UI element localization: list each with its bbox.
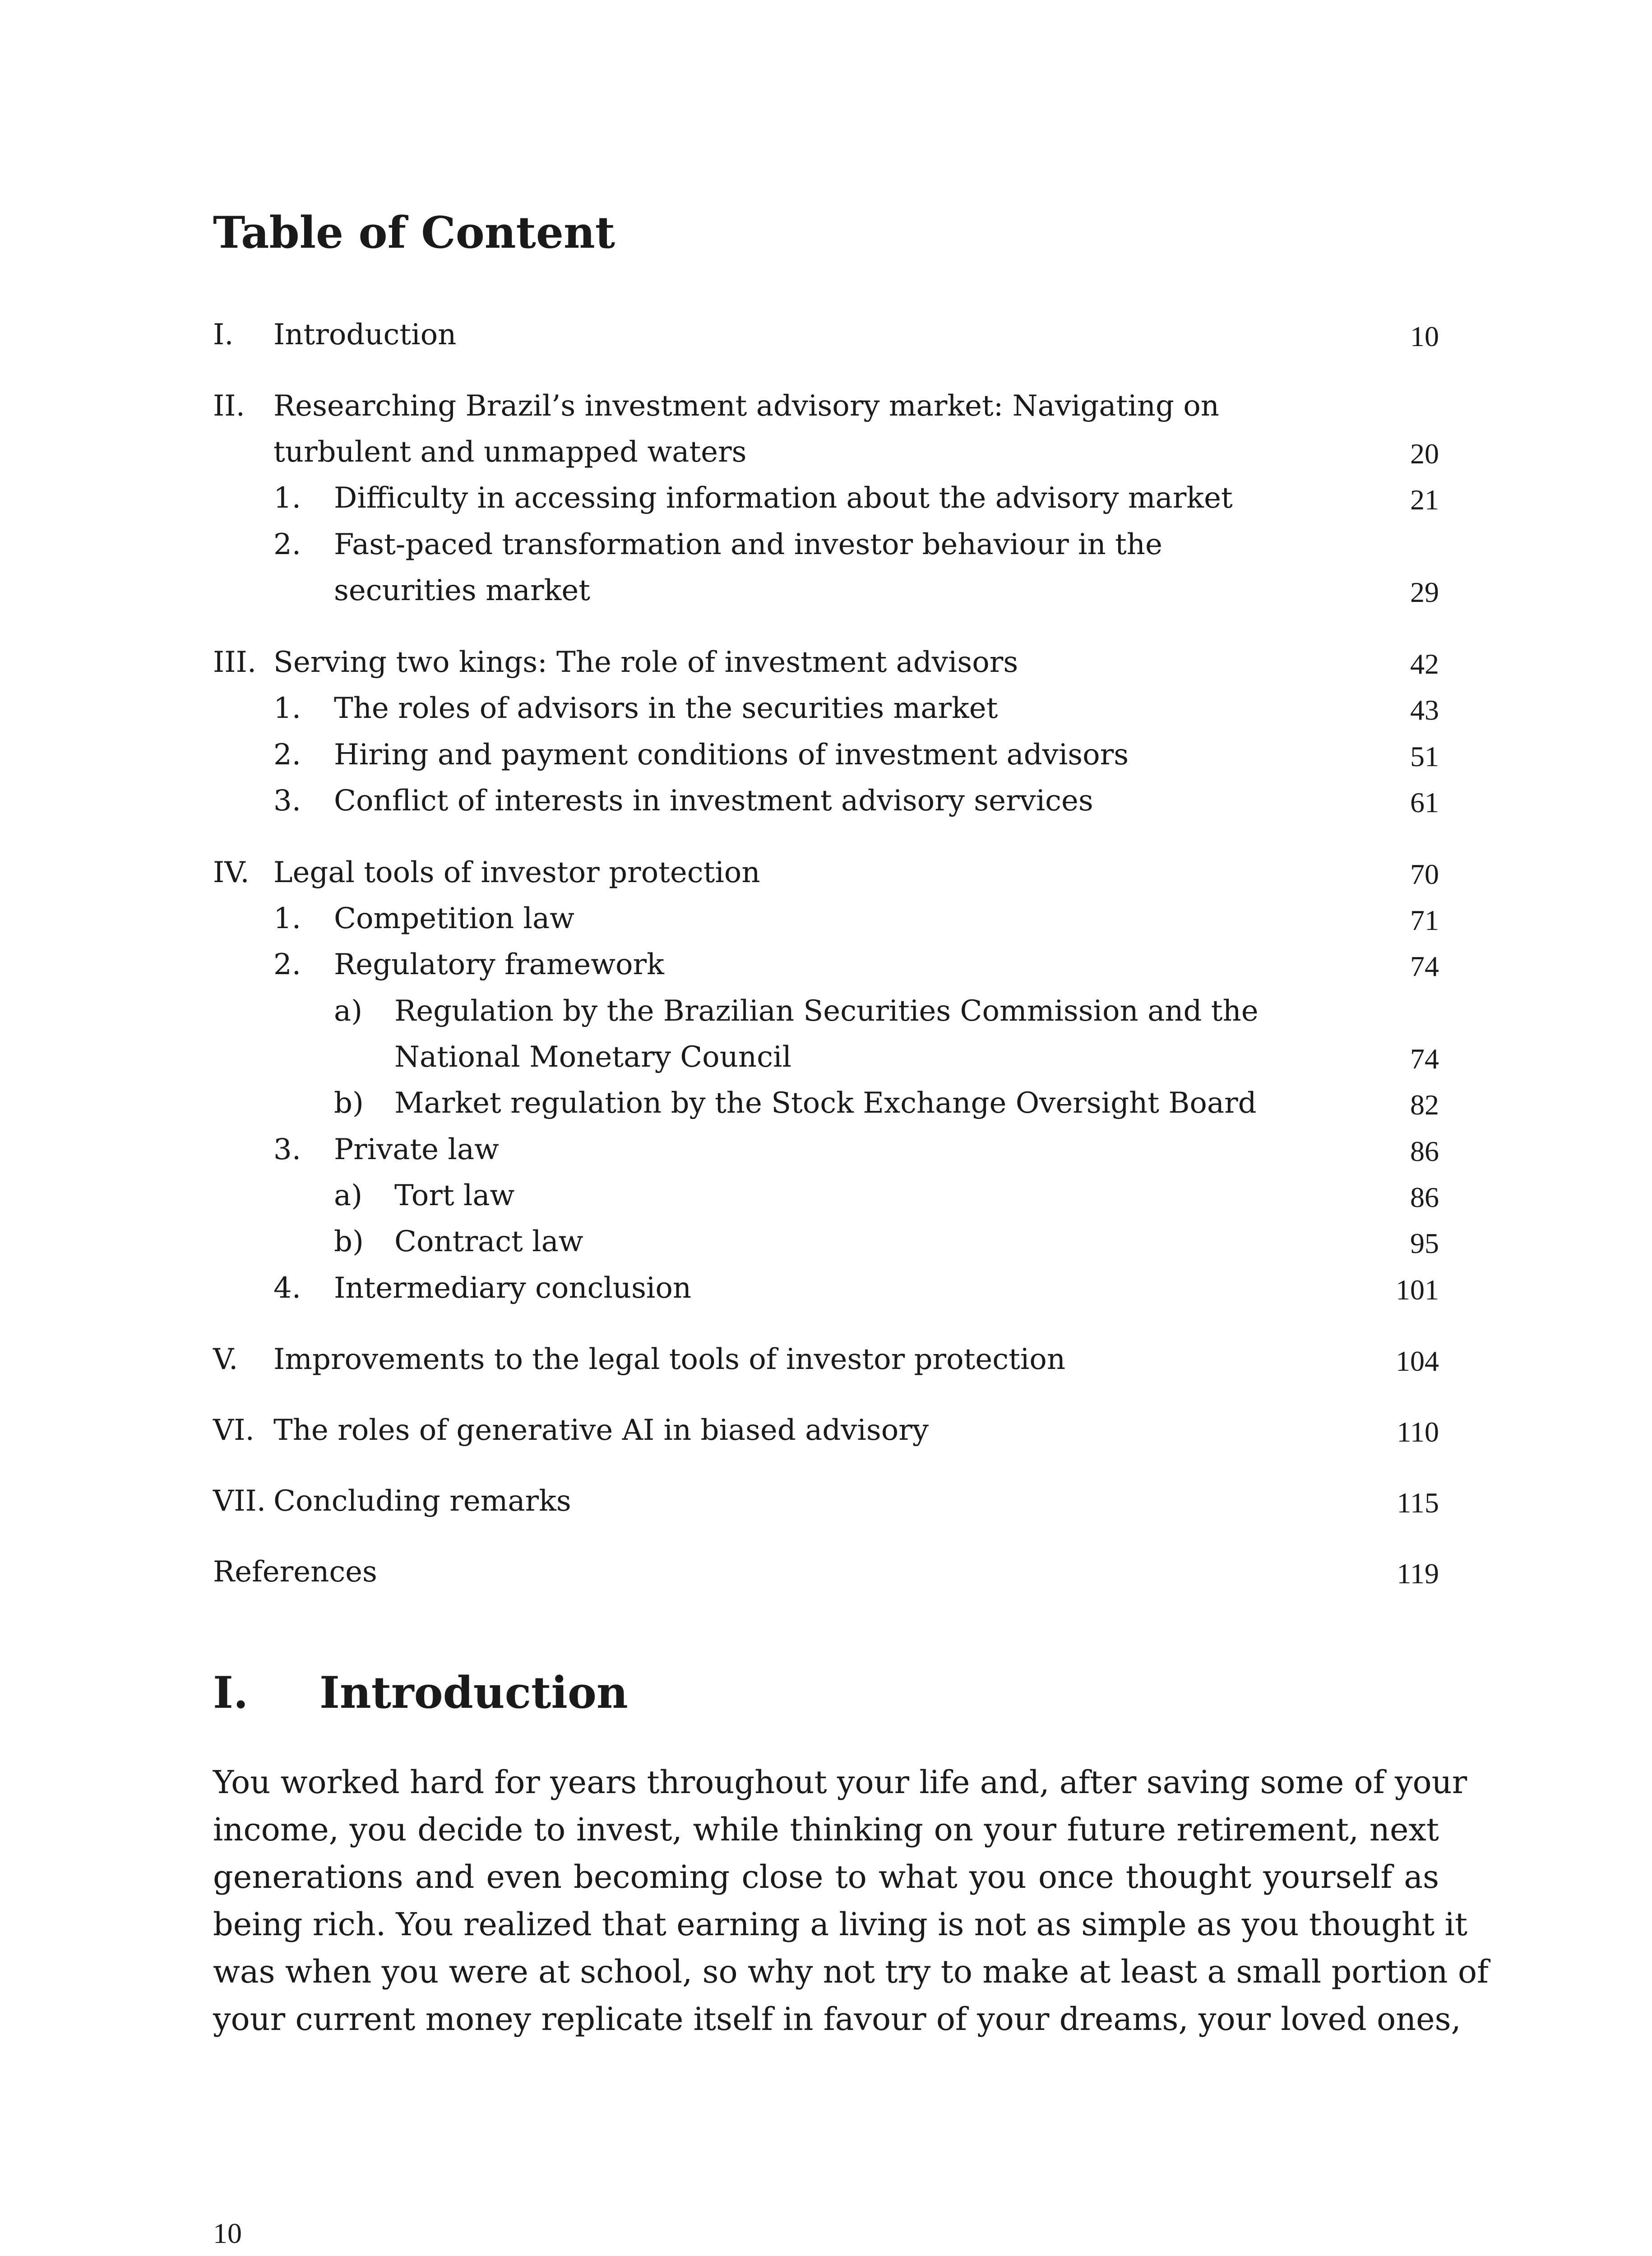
toc-entry-number: II.: [213, 389, 245, 423]
section-number: I.: [213, 1667, 249, 1718]
toc-entry-page: 43: [1410, 694, 1439, 726]
toc-entry-page: 70: [1410, 858, 1439, 890]
paragraph-line: being rich. You realized that earning a living is not as simple as you thought it: [213, 1906, 1467, 1943]
toc-entry-page: 86: [1410, 1135, 1439, 1167]
toc-entry-page: 42: [1410, 648, 1439, 680]
toc-entry-number: a): [334, 994, 363, 1028]
toc-entry-page: 20: [1410, 438, 1439, 470]
toc-entry-number: 3.: [273, 784, 301, 818]
toc-entry-page: 110: [1397, 1416, 1439, 1448]
toc-entry-text: The roles of advisors in the securities market: [334, 692, 998, 725]
toc-entry-number: b): [334, 1225, 364, 1258]
toc-entry-page: 74: [1410, 950, 1439, 982]
toc-entry-text: Serving two kings: The role of investment advisors: [273, 646, 1018, 679]
page-number: 10: [213, 2217, 242, 2249]
toc-entry-text: Market regulation by the Stock Exchange Oversight Board: [394, 1086, 1257, 1120]
toc-entry-text: Concluding remarks: [273, 1484, 571, 1518]
toc-entry-page: 101: [1396, 1274, 1439, 1306]
toc-entry-text: Competition law: [334, 902, 574, 935]
toc-title: Table of Content: [213, 207, 615, 258]
toc-entry-text: Difficulty in accessing information about the advisory market: [334, 481, 1233, 515]
toc-entry-page: 104: [1396, 1345, 1439, 1377]
toc-entry-number: 2.: [273, 738, 301, 772]
toc-entry-text: Regulatory framework: [334, 948, 664, 981]
toc-entry-text: Tort law: [394, 1179, 515, 1212]
toc-entry-number: b): [334, 1086, 364, 1120]
toc-entry-text: Improvements to the legal tools of investor protection: [273, 1343, 1066, 1376]
toc-entry-text: Private law: [334, 1133, 499, 1166]
toc-entry-number: 3.: [273, 1133, 301, 1166]
toc-entry-page: 82: [1410, 1089, 1439, 1121]
toc-entry-page: 95: [1410, 1227, 1439, 1259]
toc-entry-text: National Monetary Council: [394, 1040, 791, 1074]
toc-entry-number: VII.: [213, 1484, 266, 1518]
toc-entry-text: Introduction: [273, 318, 457, 351]
toc-entry-number: V.: [213, 1343, 238, 1376]
toc-entry-text: Regulation by the Brazilian Securities Commission and the: [394, 994, 1259, 1028]
toc-entry-text: securities market: [334, 574, 590, 607]
paragraph-line: was when you were at school, so why not try to make at least a small portion of: [213, 1953, 1489, 1990]
toc-entry-page: 51: [1410, 740, 1439, 772]
paragraph-line: income, you decide to invest, while thinking on your future retirement, next: [213, 1811, 1439, 1848]
toc-entry-page: 10: [1410, 320, 1439, 352]
toc-entry-number: 4.: [273, 1271, 301, 1305]
paragraph-line: generations and even becoming close to what you once thought yourself as: [213, 1858, 1439, 1895]
toc-entry-number: 1.: [273, 692, 301, 725]
toc-entry-text: Intermediary conclusion: [334, 1271, 692, 1305]
toc-entry-number: 2.: [273, 948, 301, 981]
toc-entry-number: 2.: [273, 528, 301, 561]
toc-entry-page: 86: [1410, 1181, 1439, 1213]
toc-entry-text: Conflict of interests in investment advisory services: [334, 784, 1093, 818]
toc-entry-page: 119: [1397, 1558, 1439, 1590]
toc-entry-page: 74: [1410, 1043, 1439, 1075]
paragraph-line: your current money replicate itself in favour of your dreams, your loved ones,: [213, 2001, 1461, 2038]
toc-entry-page: 21: [1410, 484, 1439, 516]
toc-entry-number: 1.: [273, 481, 301, 515]
toc-entry-text: Researching Brazil’s investment advisory market: Navigating on: [273, 389, 1219, 423]
toc-entry-text: Legal tools of investor protection: [273, 856, 760, 889]
paragraph-line: You worked hard for years throughout your life and, after saving some of your: [213, 1764, 1467, 1801]
section-title: Introduction: [319, 1667, 628, 1718]
toc-entry-page: 61: [1410, 786, 1439, 818]
toc-entry-text: Contract law: [394, 1225, 583, 1258]
toc-entry-text: References: [213, 1555, 377, 1589]
toc-entry-page: 29: [1410, 576, 1439, 608]
toc-entry-text: The roles of generative AI in biased advisory: [273, 1414, 929, 1447]
toc-entry-number: IV.: [213, 856, 250, 889]
toc-entry-page: 71: [1410, 904, 1439, 936]
toc-entry-number: a): [334, 1179, 363, 1212]
toc-entry-number: I.: [213, 318, 234, 351]
toc-entry-page: 115: [1397, 1487, 1439, 1519]
toc-entry-text: turbulent and unmapped waters: [273, 435, 747, 469]
toc-entry-text: Hiring and payment conditions of investment advisors: [334, 738, 1129, 772]
toc-entry-text: Fast-paced transformation and investor behaviour in the: [334, 528, 1162, 561]
toc-entry-number: VI.: [213, 1414, 255, 1447]
toc-entry-number: 1.: [273, 902, 301, 935]
toc-entry-number: III.: [213, 646, 257, 679]
